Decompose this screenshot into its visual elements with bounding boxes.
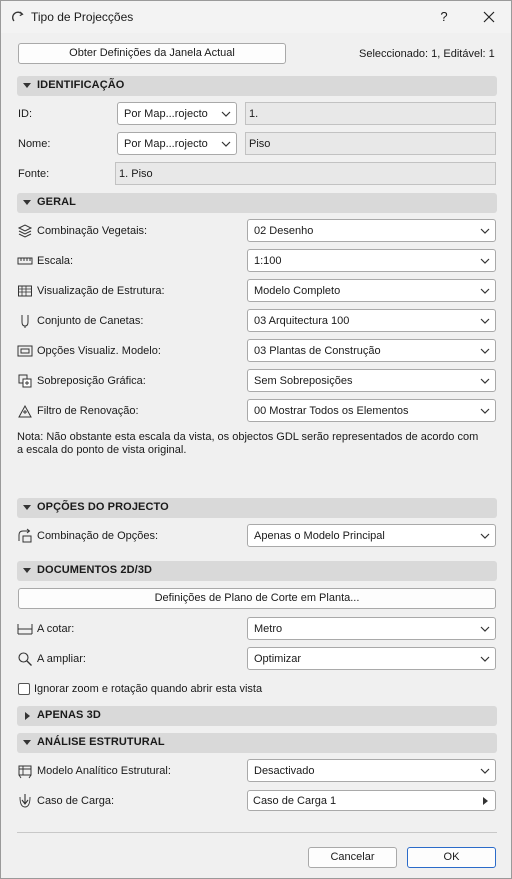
scale-select[interactable]: 1:100 xyxy=(247,249,496,272)
geral-row-label: Opções Visualiz. Modelo: xyxy=(37,345,161,357)
zoom-select[interactable]: Optimizar xyxy=(247,647,496,670)
refresh-icon xyxy=(11,10,25,24)
geral-row-label: Conjunto de Canetas: xyxy=(37,315,144,327)
window-title: Tipo de Projecções xyxy=(31,10,134,24)
geral-row-label: Combinação Vegetais: xyxy=(37,225,148,237)
section-geral[interactable] xyxy=(17,193,497,213)
section-analise-estrutural[interactable] xyxy=(17,733,497,753)
id-field[interactable]: 1. xyxy=(245,102,496,125)
footer-divider xyxy=(17,832,497,833)
chevron-down-icon xyxy=(221,109,231,119)
pen-set-select[interactable]: 03 Arquitectura 100 xyxy=(247,309,496,332)
close-icon[interactable] xyxy=(477,7,501,27)
structure-display-select[interactable]: Modelo Completo xyxy=(247,279,496,302)
renovation-filter-select[interactable]: 00 Mostrar Todos os Elementos xyxy=(247,399,496,422)
renovation-filter-icon xyxy=(17,403,33,419)
pen-icon xyxy=(17,313,33,329)
dimension-select[interactable]: Metro xyxy=(247,617,496,640)
section-identificacao[interactable] xyxy=(17,76,497,96)
ok-button[interactable]: OK xyxy=(407,847,496,868)
chevron-down-icon xyxy=(221,139,231,149)
section-opcoes-projecto[interactable] xyxy=(17,498,497,518)
id-label: ID: xyxy=(18,108,33,120)
triangle-right-icon xyxy=(23,712,31,720)
geral-row-label: Escala: xyxy=(37,255,74,267)
id-mode-select[interactable]: Por Map...rojecto xyxy=(117,102,237,125)
load-case-label: Caso de Carga: xyxy=(37,795,115,807)
name-field[interactable]: Piso xyxy=(245,132,496,155)
ignore-zoom-checkbox[interactable] xyxy=(18,683,30,695)
title-bar xyxy=(1,1,511,33)
triangle-right-icon xyxy=(480,796,490,806)
option-combination-select[interactable]: Apenas o Modelo Principal xyxy=(247,524,496,547)
chevron-down-icon xyxy=(480,346,490,356)
geral-row-label: Filtro de Renovação: xyxy=(37,405,139,417)
selection-status: Seleccionado: 1, Editável: 1 xyxy=(359,48,495,60)
zoom-label: A ampliar: xyxy=(37,653,86,665)
section-geral-label: GERAL xyxy=(37,196,76,208)
chevron-down-icon xyxy=(480,256,490,266)
triangle-down-icon xyxy=(23,739,31,747)
get-current-window-settings-button[interactable]: Obter Definições da Janela Actual xyxy=(18,43,286,64)
option-combination-label: Combinação de Opções: xyxy=(37,530,159,542)
name-label: Nome: xyxy=(18,138,51,150)
section-documentos[interactable] xyxy=(17,561,497,581)
ignore-zoom-label: Ignorar zoom e rotação quando abrir esta vista xyxy=(34,683,263,695)
zoom-icon xyxy=(17,651,33,667)
chevron-down-icon xyxy=(480,376,490,386)
dimension-label: A cotar: xyxy=(37,623,75,635)
graphic-override-select[interactable]: Sem Sobreposições xyxy=(247,369,496,392)
chevron-down-icon xyxy=(480,624,490,634)
chevron-down-icon xyxy=(480,531,490,541)
note-line-2: a escala do ponto de vista original. xyxy=(17,444,187,456)
layer-combination-select[interactable]: 02 Desenho xyxy=(247,219,496,242)
geral-row-label: Sobreposição Gráfica: xyxy=(37,375,146,387)
geral-row-label: Visualização de Estrutura: xyxy=(37,285,165,297)
cancel-button[interactable]: Cancelar xyxy=(308,847,397,868)
name-mode-select[interactable]: Por Map...rojecto xyxy=(117,132,237,155)
section-identificacao-label: IDENTIFICAÇÃO xyxy=(37,79,125,91)
chevron-down-icon xyxy=(480,316,490,326)
source-field: 1. Piso xyxy=(115,162,496,185)
layers-icon xyxy=(17,223,33,239)
triangle-down-icon xyxy=(23,82,31,90)
load-case-select[interactable]: Caso de Carga 1 xyxy=(247,790,496,811)
section-apenas-3d-label: APENAS 3D xyxy=(37,709,101,721)
section-estrutural-label: ANÁLISE ESTRUTURAL xyxy=(37,736,165,748)
model-view-options-select[interactable]: 03 Plantas de Construção xyxy=(247,339,496,362)
note-line-1: Nota: Não obstante esta escala da vista, os objectos GDL serão representados de acordo com xyxy=(17,431,479,443)
section-opcoes-label: OPÇÕES DO PROJECTO xyxy=(37,501,169,513)
chevron-down-icon xyxy=(480,286,490,296)
source-label: Fonte: xyxy=(18,168,50,180)
structure-display-icon xyxy=(17,283,33,299)
structural-model-icon xyxy=(17,763,33,779)
structural-model-select[interactable]: Desactivado xyxy=(247,759,496,782)
triangle-down-icon xyxy=(23,199,31,207)
design-options-icon xyxy=(17,528,33,544)
chevron-down-icon xyxy=(480,766,490,776)
chevron-down-icon xyxy=(480,406,490,416)
section-apenas-3d[interactable] xyxy=(17,706,497,726)
triangle-down-icon xyxy=(23,567,31,575)
dimension-icon xyxy=(17,621,33,637)
graphic-override-icon xyxy=(17,373,33,389)
section-documentos-label: DOCUMENTOS 2D/3D xyxy=(37,564,153,576)
structural-model-label: Modelo Analítico Estrutural: xyxy=(37,765,171,777)
ruler-icon xyxy=(17,253,33,269)
load-case-icon xyxy=(17,793,33,809)
chevron-down-icon xyxy=(480,226,490,236)
triangle-down-icon xyxy=(23,504,31,512)
floor-plan-cut-plane-button[interactable]: Definições de Plano de Corte em Planta... xyxy=(18,588,496,609)
model-view-icon xyxy=(17,343,33,359)
chevron-down-icon xyxy=(480,654,490,664)
help-button[interactable]: ? xyxy=(440,9,448,24)
